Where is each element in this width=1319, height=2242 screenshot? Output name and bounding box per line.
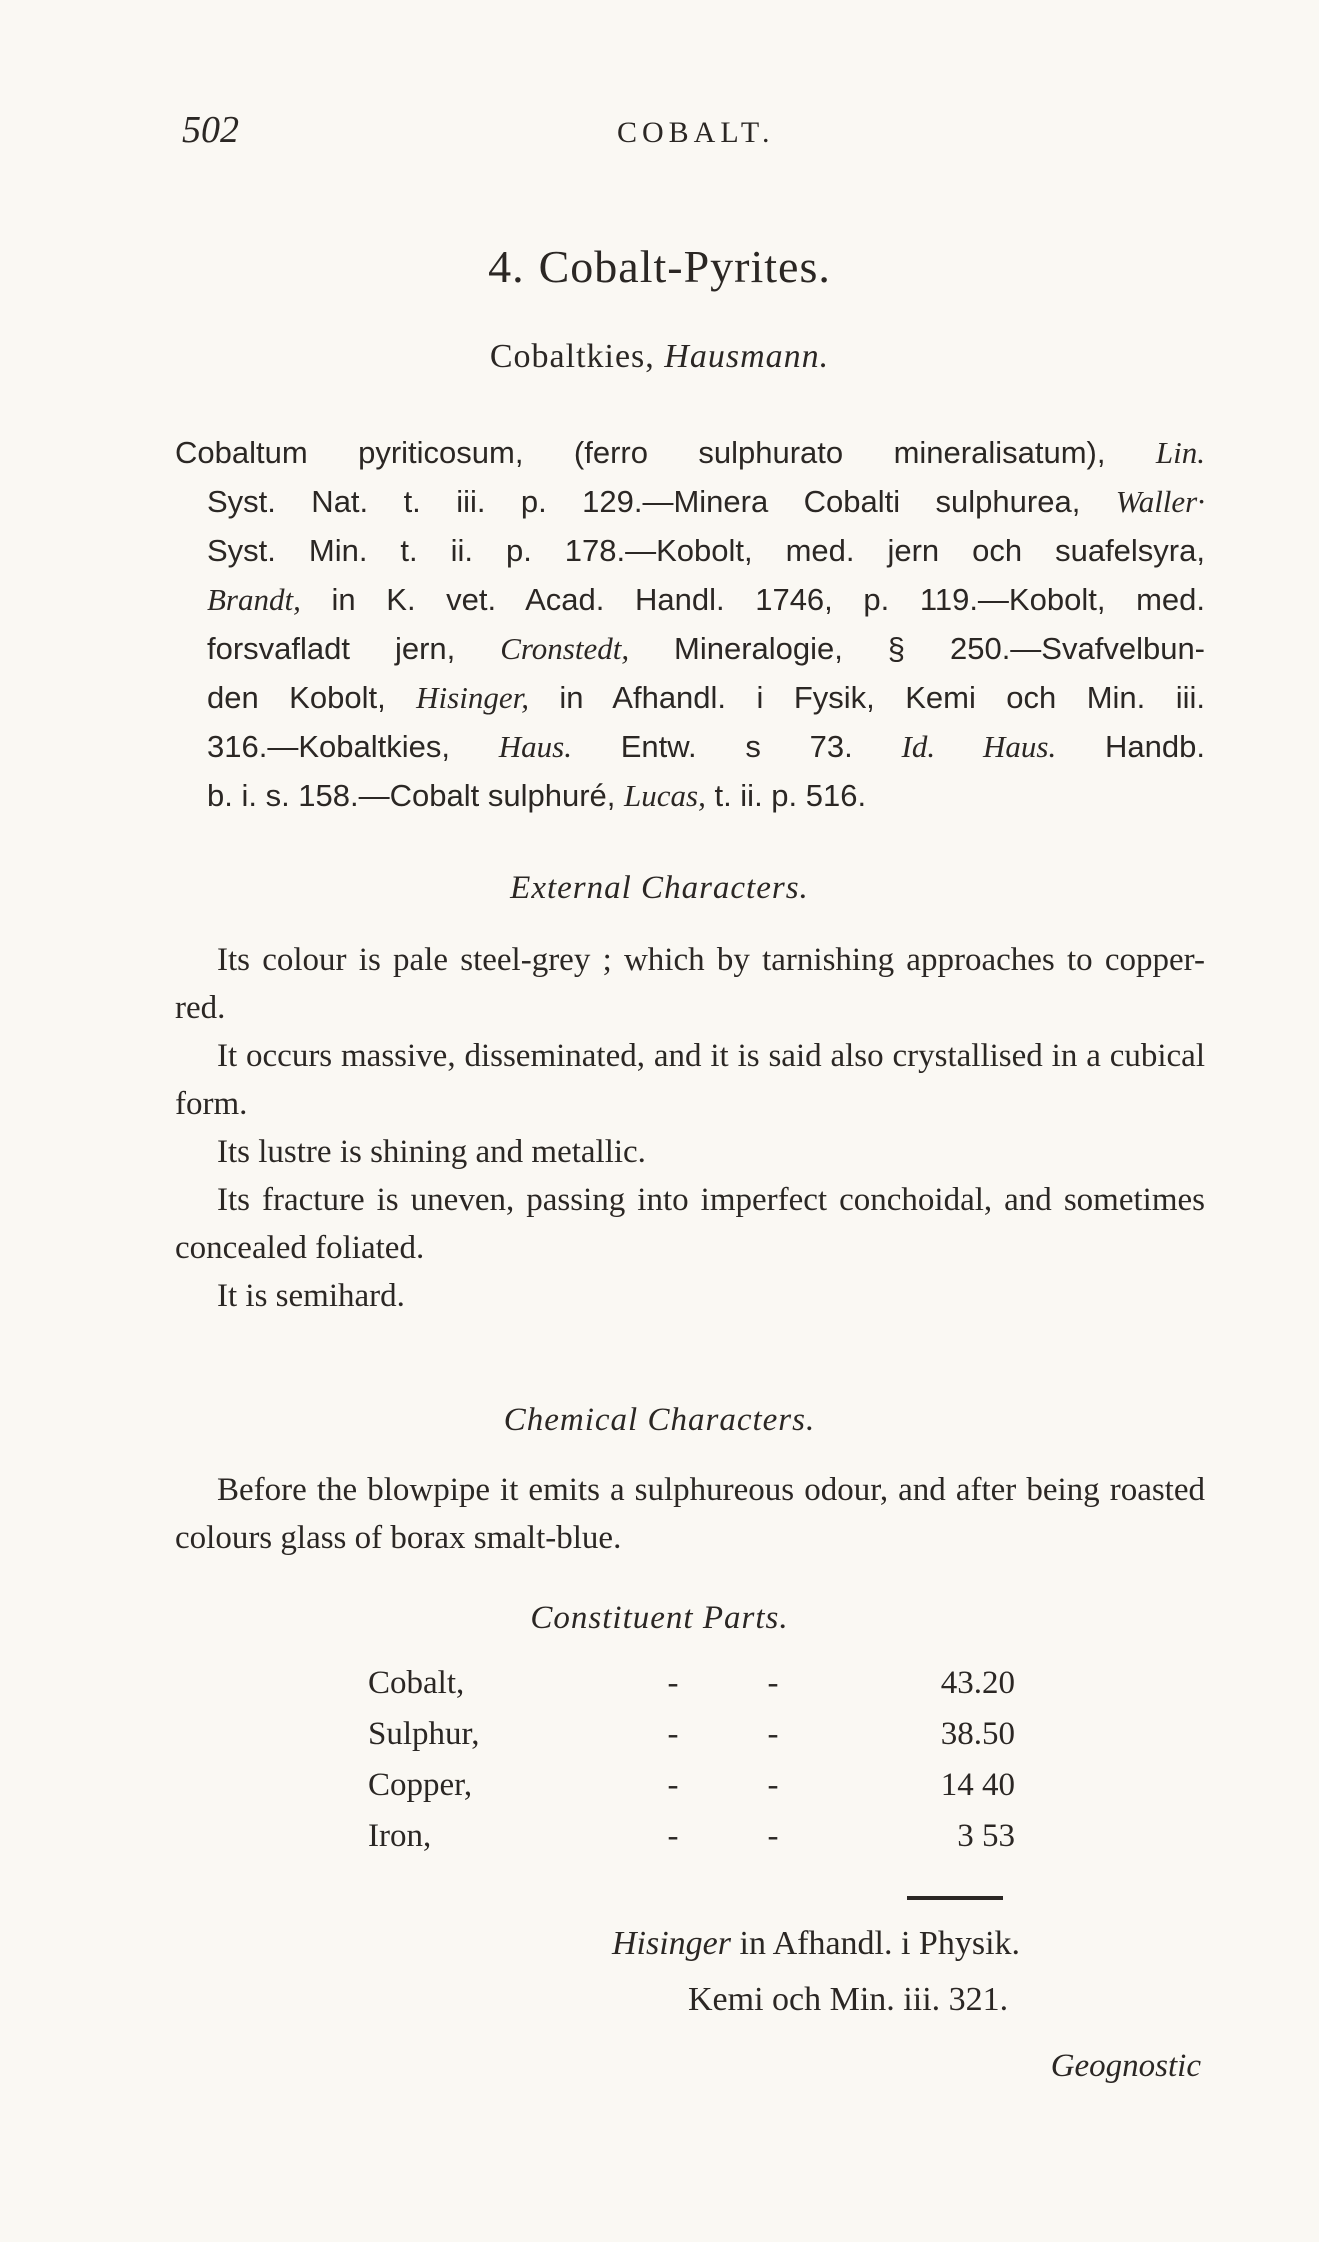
synonymy-line [175, 428, 1205, 477]
synonymy-text: den Kobolt, [207, 680, 417, 715]
catchword: Geognostic [1050, 2048, 1201, 2084]
source-line-2: Kemi och Min. iii. 321. [688, 1981, 1009, 2018]
constituent-value: 14 40 [940, 1767, 1015, 1803]
synonymy-line [175, 673, 1205, 722]
constituent-dash: - [667, 1665, 679, 1701]
constituent-dash: - [667, 1767, 679, 1803]
source-line-1 [0, 1916, 1319, 1972]
constituent-dash: - [667, 1716, 679, 1752]
section-title [0, 240, 1319, 293]
synonymy-citation-name: Brandt, [207, 582, 301, 617]
synonymy-text: t. ii. p. 516. [705, 778, 867, 813]
synonymy-citation-name: Id. Haus. [901, 729, 1057, 764]
constituent-name: Copper, [368, 1767, 473, 1803]
analysis-source [0, 1916, 1319, 2028]
synonymy-line [175, 771, 1205, 820]
source-line-1-rest: in Afhandl. i Physik. [731, 1925, 1021, 1962]
synonymy-text: 316.—Kobaltkies, [207, 729, 499, 764]
german-name-author: Hausmann. [664, 338, 830, 375]
constituent-dash: - [767, 1716, 779, 1752]
synonymy-line [175, 477, 1205, 526]
synonymy-line [175, 575, 1205, 624]
paragraph: Before the blowpipe it emits a sulphureous odour, and after being roasted colours glass of borax smalt-blue. [175, 1472, 1205, 1556]
constituent-parts-heading: Constituent Parts. [530, 1600, 789, 1636]
constituent-dash: - [767, 1665, 779, 1701]
synonymy-block [175, 428, 1205, 820]
synonymy-citation-name: Lucas, [624, 778, 706, 813]
paragraph: Its colour is pale steel-grey ; which by tarnishing approaches to copper-red. [175, 942, 1205, 1026]
page-header [182, 108, 1182, 168]
source-author: Hisinger [612, 1925, 731, 1962]
synonymy-line [175, 624, 1205, 673]
constituent-name: Sulphur, [368, 1716, 480, 1752]
synonymy-text: in Afhandl. i Fysik, Kemi och Min. iii. [528, 680, 1205, 715]
constituent-row [368, 1658, 1018, 1709]
synonymy-text: Mineralogie, § 250.—Svafvelbun- [629, 631, 1206, 666]
synonymy-citation-name: Lin. [1155, 435, 1205, 470]
external-characters-heading: External Characters. [510, 870, 809, 906]
german-name-text: Cobaltkies, [489, 338, 655, 375]
constituent-row [368, 1709, 1018, 1760]
synonymy-citation-name: Hisinger, [416, 680, 529, 715]
sum-rule [907, 1896, 1003, 1900]
synonymy-text: Syst. Min. t. ii. p. 178.—Kobolt, med. jern och suafelsyra, [207, 533, 1205, 568]
constituent-name: Iron, [368, 1818, 432, 1854]
running-title: COBALT. [617, 116, 775, 149]
german-name [0, 338, 1319, 376]
synonymy-text: b. i. s. 158.—Cobalt sulphuré, [207, 778, 625, 813]
paragraph: It is semihard. [217, 1278, 405, 1314]
constituent-value: 43.20 [940, 1665, 1015, 1701]
paragraph: Its lustre is shining and metallic. [217, 1134, 646, 1170]
constituent-row [368, 1811, 1018, 1862]
synonymy-line [175, 526, 1205, 575]
section-name: Cobalt-Pyrites. [538, 241, 831, 292]
synonymy-text: forsvafladt jern, [207, 631, 501, 666]
constituent-dash: - [767, 1818, 779, 1854]
section-number: 4. [488, 241, 525, 292]
synonymy-text: Cobaltum pyriticosum, (ferro sulphurato mineralisatum), [175, 435, 1156, 470]
synonymy-text: Entw. s 73. [571, 729, 902, 764]
constituent-value: 38.50 [940, 1716, 1015, 1752]
synonymy-line [175, 722, 1205, 771]
page-number: 502 [182, 109, 239, 151]
synonymy-citation-name: Cronstedt, [500, 631, 630, 666]
synonymy-text: Handb. [1056, 729, 1205, 764]
synonymy-text: in K. vet. Acad. Handl. 1746, p. 119.—Kobolt, med. [300, 582, 1205, 617]
external-characters-text [175, 936, 1205, 1320]
synonymy-citation-name: Waller· [1115, 484, 1205, 519]
constituent-dash: - [767, 1767, 779, 1803]
paragraph: Its fracture is uneven, passing into imperfect conchoidal, and sometimes concealed foliated. [175, 1182, 1205, 1266]
chemical-characters-heading: Chemical Characters. [503, 1402, 816, 1438]
constituent-dash: - [667, 1818, 679, 1854]
constituent-name: Cobalt, [368, 1665, 465, 1701]
constituent-parts-table [368, 1658, 1018, 1862]
chemical-characters-text [175, 1466, 1205, 1562]
synonymy-text: Syst. Nat. t. iii. p. 129.—Minera Cobalti sulphurea, [207, 484, 1116, 519]
constituent-value: 3 53 [957, 1818, 1015, 1854]
paragraph: It occurs massive, disseminated, and it is said also crystallised in a cubical form. [175, 1038, 1205, 1122]
constituent-row [368, 1760, 1018, 1811]
synonymy-citation-name: Haus. [498, 729, 572, 764]
